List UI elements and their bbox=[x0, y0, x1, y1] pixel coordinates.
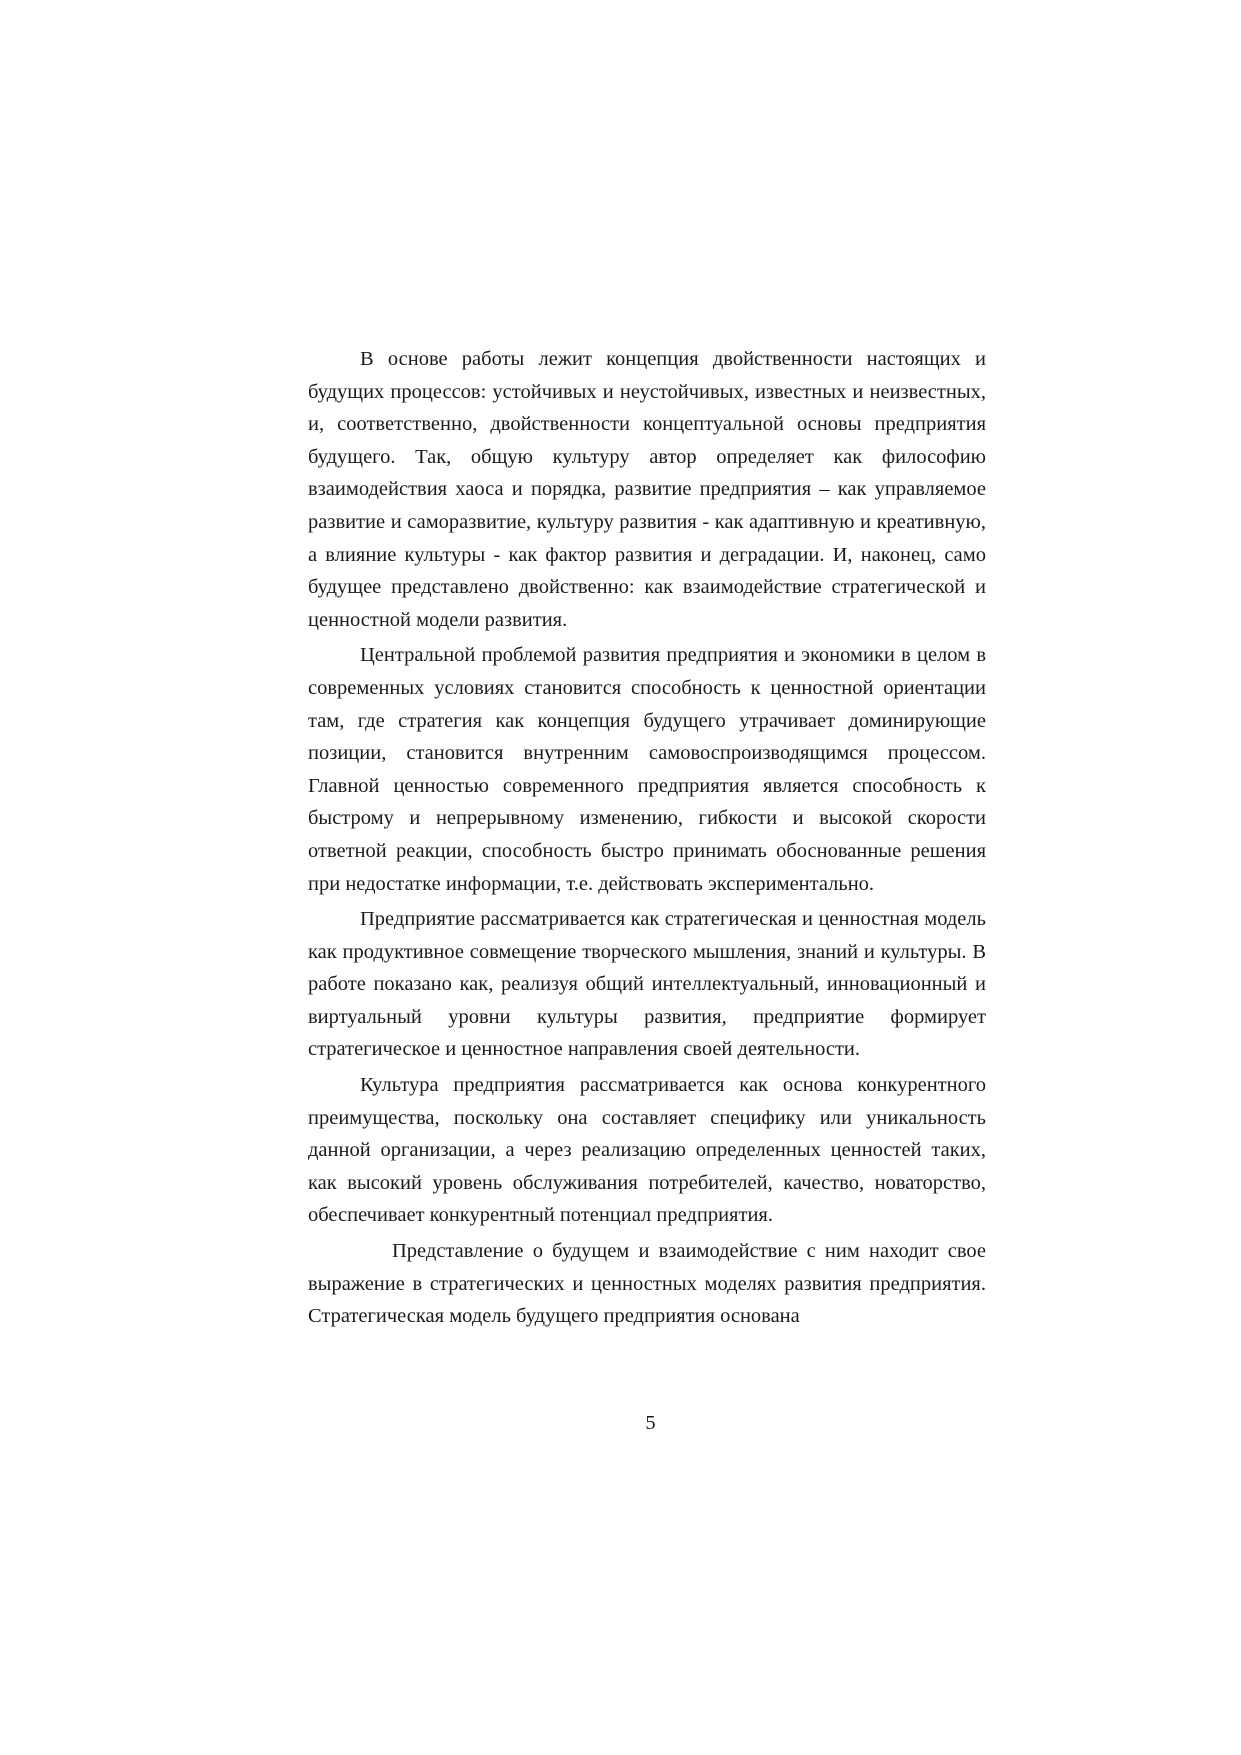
body-text bbox=[308, 343, 986, 1336]
page-number: 5 bbox=[645, 1412, 656, 1434]
paragraph-2: Центральной проблемой развития предприятия и экономики в целом в современных условиях становится способность к ценностной ориентации там, где стратегия как концепция будущего утрачивает доминирующие позиции, становится внутренним самовоспроизводящимся процессом. Главной ценностью современного предприятия является способность к быстрому и непрерывному изменению, гибкости и высокой скорости ответной реакции, способность быстро принимать обоснованные решения при недостатке информации, т.е. действовать экспериментально. bbox=[308, 644, 986, 895]
paragraph-3: Предприятие рассматривается как стратегическая и ценностная модель как продуктивное совмещение творческого мышления, знаний и культуры. В работе показано как, реализуя общий интеллектуальный, инновационный и виртуальный уровни культуры развития, предприятие формирует стратегическое и ценностное направления своей деятельности. bbox=[308, 908, 986, 1061]
paragraph-1: В основе работы лежит концепция двойственности настоящих и будущих процессов: устойчивых и неустойчивых, известных и неизвестных, и, соответственно, двойственности концептуальной основы предприятия будущего. Так, общую культуру автор определяет как философию взаимодействия хаоса и порядка, развитие предприятия – как управляемое развитие и саморазвитие, культуру развития - как адаптивную и креативную, а влияние культуры - как фактор развития и деградации. И, наконец, само будущее представлено двойственно: как взаимодействие стратегической и ценностной модели развития. bbox=[308, 348, 986, 631]
paragraph-5: Представление о будущем и взаимодействие с ним находит свое выражение в стратегических и ценностных моделях развития предприятия. Стратегическая модель будущего предприятия основана bbox=[308, 1240, 986, 1328]
paragraph-4: Культура предприятия рассматривается как основа конкурентного преимущества, поскольку она составляет специфику или уникальность данной организации, а через реализацию определенных ценностей таких, как высокий уровень обслуживания потребителей, качество, новаторство, обеспечивает конкурентный потенциал предприятия. bbox=[308, 1074, 986, 1227]
